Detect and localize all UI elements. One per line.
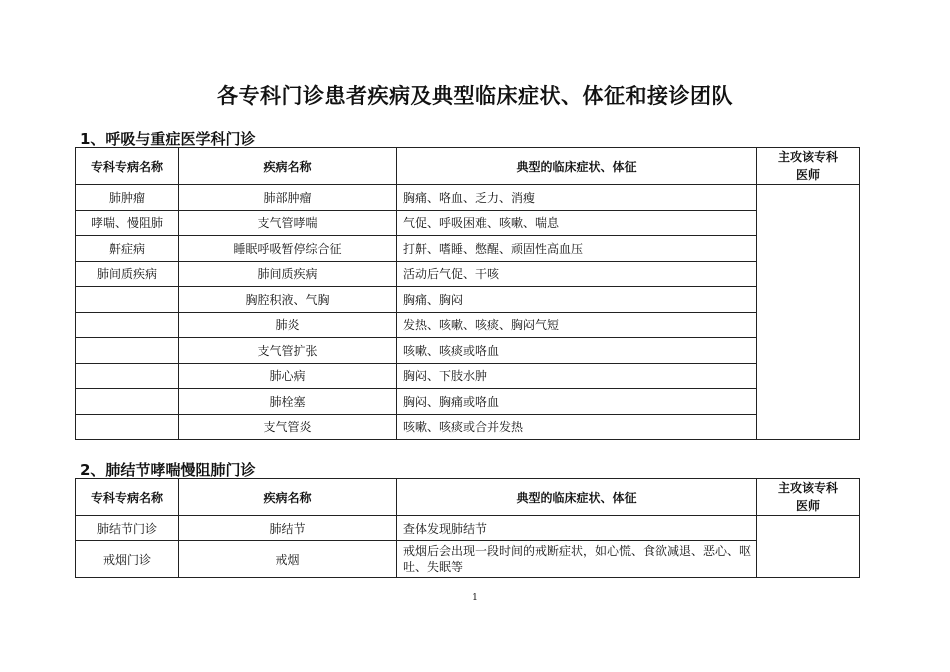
disease-cell: 支气管哮喘 [179, 210, 397, 236]
specialty-cell: 肺结节门诊 [76, 516, 179, 541]
table-row [76, 414, 860, 440]
header-specialty: 专科专病名称 [76, 148, 179, 185]
disease-cell: 睡眠呼吸暂停综合征 [179, 236, 397, 262]
specialty-cell: 肺间质疾病 [76, 261, 179, 287]
header-symptoms: 典型的临床症状、体征 [397, 148, 757, 185]
table-row [76, 541, 860, 578]
section-2-table [75, 478, 860, 578]
table-header-row [76, 479, 860, 516]
symptoms-cell: 活动后气促、干咳 [397, 261, 757, 287]
header-symptoms: 典型的临床症状、体征 [397, 479, 757, 516]
header-doctor: 主攻该专科 医师 [757, 148, 860, 185]
table-row [76, 363, 860, 389]
symptoms-cell: 咳嗽、咳痰或咯血 [397, 338, 757, 364]
symptoms-cell: 发热、咳嗽、咳痰、胸闷气短 [397, 312, 757, 338]
specialty-cell [76, 338, 179, 364]
disease-cell: 支气管炎 [179, 414, 397, 440]
table-row [76, 287, 860, 313]
symptoms-cell: 胸闷、下肢水肿 [397, 363, 757, 389]
header-disease: 疾病名称 [179, 479, 397, 516]
specialty-cell: 鼾症病 [76, 236, 179, 262]
symptoms-cell: 戒烟后会出现一段时间的戒断症状，如心慌、食欲减退、恶心、呕吐、失眠等 [397, 541, 757, 578]
symptoms-cell: 查体发现肺结节 [397, 516, 757, 541]
doctor-cell [757, 185, 860, 440]
header-doctor: 主攻该专科 医师 [757, 479, 860, 516]
header-disease: 疾病名称 [179, 148, 397, 185]
table-row [76, 516, 860, 541]
specialty-cell [76, 312, 179, 338]
table-row [76, 389, 860, 415]
table-row [76, 312, 860, 338]
table-row [76, 236, 860, 262]
specialty-cell [76, 389, 179, 415]
table-row [76, 210, 860, 236]
table-row [76, 261, 860, 287]
disease-cell: 肺结节 [179, 516, 397, 541]
disease-cell: 胸腔积液、气胸 [179, 287, 397, 313]
specialty-cell: 哮喘、慢阻肺 [76, 210, 179, 236]
section-1-heading: 1、呼吸与重症医学科门诊 [80, 130, 256, 148]
specialty-cell: 肺肿瘤 [76, 185, 179, 211]
symptoms-cell: 胸痛、咯血、乏力、消瘦 [397, 185, 757, 211]
disease-cell: 肺栓塞 [179, 389, 397, 415]
symptoms-cell: 胸痛、胸闷 [397, 287, 757, 313]
disease-cell: 戒烟 [179, 541, 397, 578]
section-1-table [75, 147, 860, 440]
table-row [76, 338, 860, 364]
table-row [76, 185, 860, 211]
header-specialty: 专科专病名称 [76, 479, 179, 516]
disease-cell: 肺间质疾病 [179, 261, 397, 287]
page-number: 1 [472, 593, 478, 603]
section-2-heading: 2、肺结节哮喘慢阻肺门诊 [80, 461, 256, 479]
disease-cell: 肺炎 [179, 312, 397, 338]
specialty-cell [76, 287, 179, 313]
disease-cell: 支气管扩张 [179, 338, 397, 364]
symptoms-cell: 打鼾、嗜睡、憋醒、顽固性高血压 [397, 236, 757, 262]
symptoms-cell: 咳嗽、咳痰或合并发热 [397, 414, 757, 440]
disease-cell: 肺心病 [179, 363, 397, 389]
symptoms-cell: 胸闷、胸痛或咯血 [397, 389, 757, 415]
symptoms-cell: 气促、呼吸困难、咳嗽、喘息 [397, 210, 757, 236]
disease-cell: 肺部肿瘤 [179, 185, 397, 211]
doctor-cell [757, 516, 860, 578]
page-title: 各专科门诊患者疾病及典型临床症状、体征和接诊团队 [217, 84, 733, 108]
specialty-cell [76, 414, 179, 440]
specialty-cell [76, 363, 179, 389]
specialty-cell: 戒烟门诊 [76, 541, 179, 578]
table-header-row [76, 148, 860, 185]
